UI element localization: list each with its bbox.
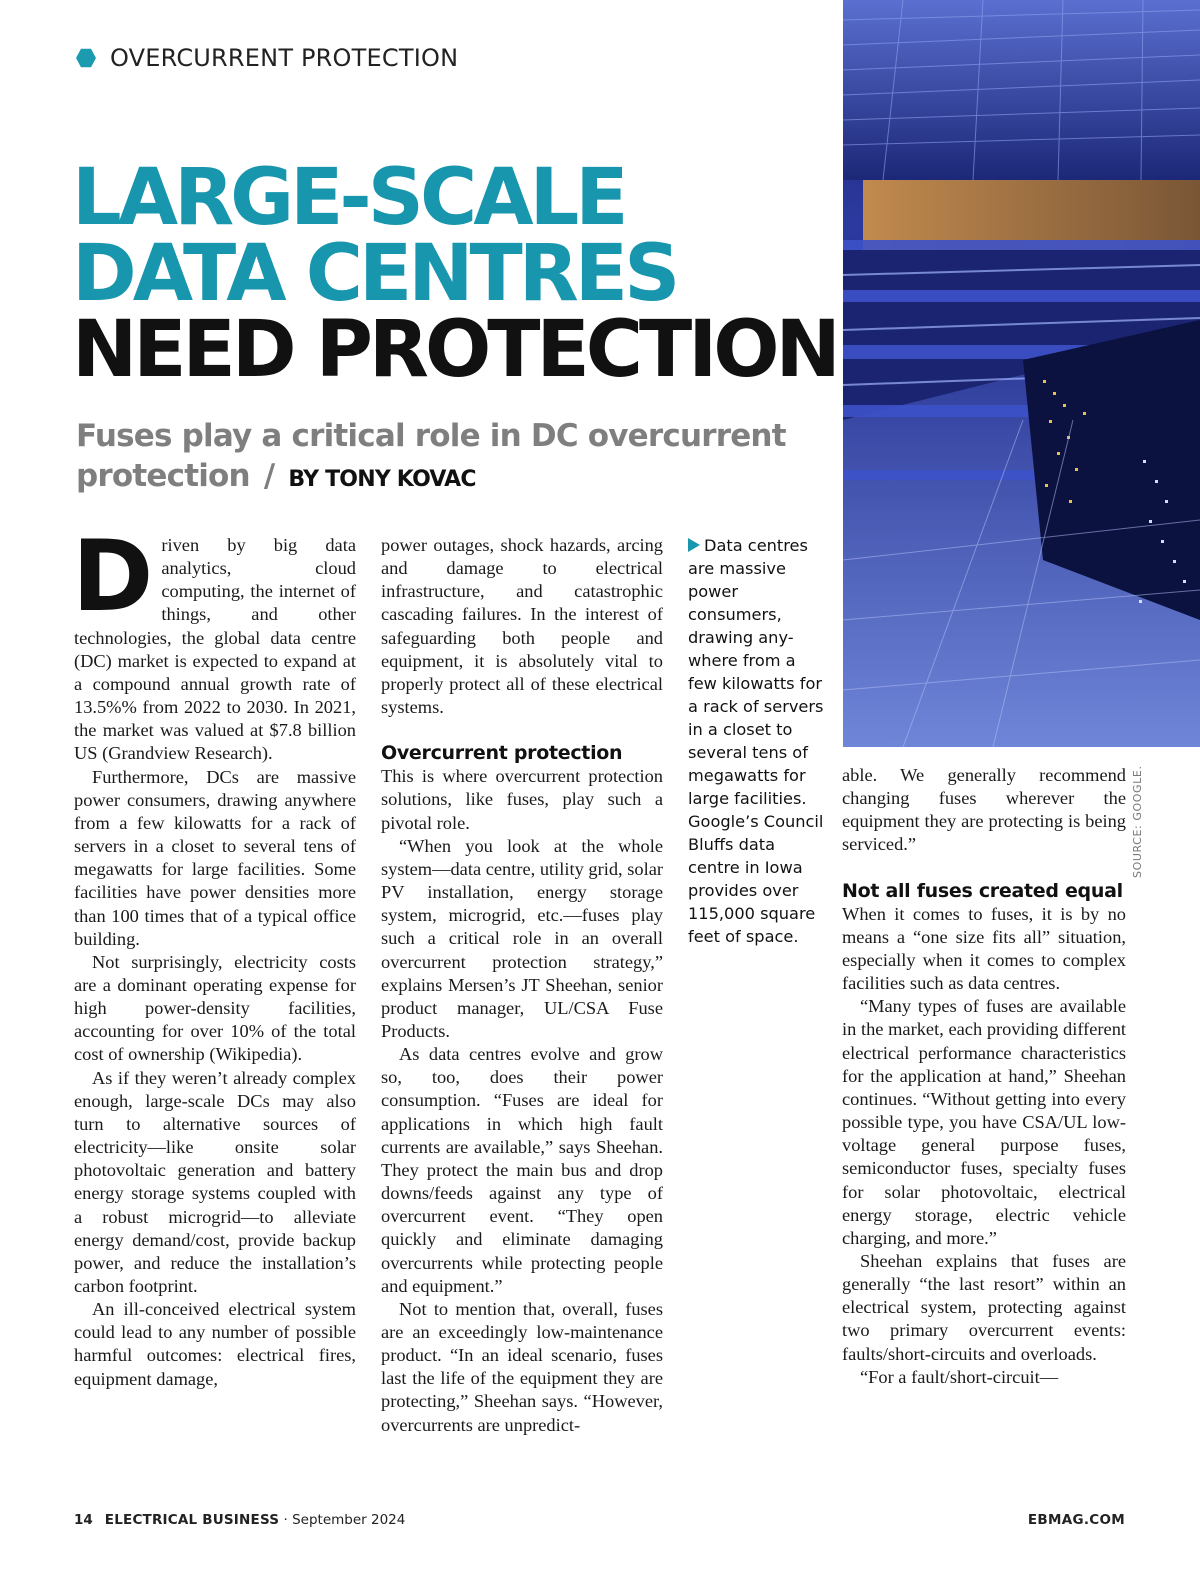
page-footer — [74, 1512, 1125, 1532]
paragraph-text: riven by big data analytics, cloud computing, the internet of things, and other technologies, the global data centre (DC) market is expected to expand at a compound annual growth rate of 13.5%% from 2022 to 2030. In 2021, the market was valued at $7.8 billion US (Grandview Research). — [74, 535, 356, 764]
article-paragraph: “For a fault/short-circuit— — [860, 1366, 1059, 1387]
headline-line-1: LARGE-SCALE — [72, 153, 625, 243]
article-paragraph: Furthermore, DCs are massive power consumers, drawing anywhere from a few kilowatts for a rack of servers in a closet to several tens of megawatts for large facilities. Some facilities have power densities more than 100 times that of a typical office building. — [74, 766, 356, 949]
headline-line-2: DATA CENTRES — [72, 229, 677, 319]
article-paragraph — [72, 520, 356, 766]
caption-text: Data centres are massive power consumers, drawing any-where from a few kilowatts for a rack of servers in a closet to several tens of megawatts for large facilities. Google’s Council Bluffs data centre in Iowa provides over 115,000 square feet of space. — [688, 536, 824, 946]
article-paragraph: This is where overcurrent protection solutions, like fuses, play such a pivotal role. — [381, 766, 663, 833]
headline — [72, 153, 842, 395]
article-paragraph: “When you look at the whole system—data centre, utility grid, solar PV installation, energy storage system, microgrid, etc.—fuses play such a critical role in an overall overcurrent protection strategy,” explains Mersen’s JT Sheehan, senior product manager, UL/CSA Fuse Products. — [381, 835, 663, 1041]
triangle-right-icon — [688, 538, 700, 552]
publication-name: ELECTRICAL BUSINESS — [104, 1512, 280, 1528]
data-centre-photo — [843, 0, 1200, 747]
article-column-3 — [842, 764, 1126, 1389]
photo-credit — [1131, 765, 1151, 890]
article-paragraph: An ill-conceived electrical system could lead to any number of possible harmful outcomes: electrical fires, equipment damage, — [74, 1299, 356, 1389]
article-paragraph: Not surprisingly, electricity costs are a dominant operating expense for high power-density facilities, accounting for over 10% of the total cost of ownership (Wikipedia). — [74, 951, 356, 1065]
website: EBMAG.COM — [1027, 1512, 1125, 1528]
deck — [76, 416, 836, 500]
photo-credit-text: SOURCE: GOOGLE. — [1131, 765, 1144, 878]
hexagon-icon — [76, 48, 96, 68]
drop-cap: D — [72, 520, 154, 634]
deck-text: Fuses play a critical role in DC overcurrent protection — [76, 418, 786, 494]
subheading: Not all fuses created equal — [842, 879, 1123, 902]
issue-date: · September 2024 — [279, 1512, 406, 1528]
article-paragraph: As if they weren’t already complex enough, large-scale DCs may also turn to alternative sources of electricity—like onsite solar photovoltaic generation and battery energy storage systems coupled with a robust microgrid—to alleviate energy demand/cost, provide backup power, and reduce the installation’s carbon footprint. — [74, 1067, 356, 1296]
footer-left — [74, 1512, 405, 1528]
article-column-2 — [381, 534, 663, 1437]
article-paragraph: able. We generally recommend changing fuses wherever the equipment they are protecting is being serviced.” — [842, 765, 1126, 855]
article-paragraph: Not to mention that, overall, fuses are an exceedingly low-maintenance product. “In an ideal scenario, fuses last the life of the equipment they are protecting,” Sheehan says. “However, overcurrents are unpredict- — [381, 1298, 663, 1435]
headline-line-3: NEED PROTECTION — [72, 305, 837, 395]
section-label: OVERCURRENT PROTECTION — [110, 44, 459, 72]
article-column-1 — [72, 520, 356, 1391]
article-paragraph: When it comes to fuses, it is by no means a “one size fits all” situation, especially when it comes to complex facilities such as data centres. — [842, 903, 1126, 994]
data-centre-photo-illustration — [843, 0, 1200, 747]
article-paragraph: power outages, shock hazards, arcing and damage to electrical infrastructure, and catastrophic cascading failures. In the interest of safeguarding both people and equipment, it is absolutely vital to properly protect all of these electrical systems. — [381, 535, 663, 718]
article-paragraph: “Many types of fuses are available in the market, each providing different electrical performance characteristics for the application at hand,” Sheehan continues. “Without getting into every possible type, you have CSA/UL low-voltage general purpose fuses, semiconductor fuses, specialty fuses for solar photovoltaic, electrical energy storage, electric vehicle charging, and more.” — [842, 996, 1126, 1248]
deck-separator: / — [263, 458, 275, 494]
article-paragraph: Sheehan explains that fuses are generally “the last resort” within an electrical system, protecting against two primary overcurrent events: faults/short-circuits and overloads. — [842, 1250, 1126, 1364]
page-number: 14 — [74, 1512, 93, 1528]
subheading: Overcurrent protection — [381, 742, 623, 765]
photo-caption — [688, 534, 828, 948]
article-paragraph: As data centres evolve and grow so, too, does their power consumption. “Fuses are ideal for applications in which high fault currents are available,” says Sheehan. They protect the main bus and drop downs/feeds against any type of overcurrent event. “They open quickly and eliminate damaging overcurrents while protecting people and equipment.” — [381, 1044, 663, 1296]
byline: BY TONY KOVAC — [288, 467, 476, 492]
section-kicker — [76, 44, 458, 72]
